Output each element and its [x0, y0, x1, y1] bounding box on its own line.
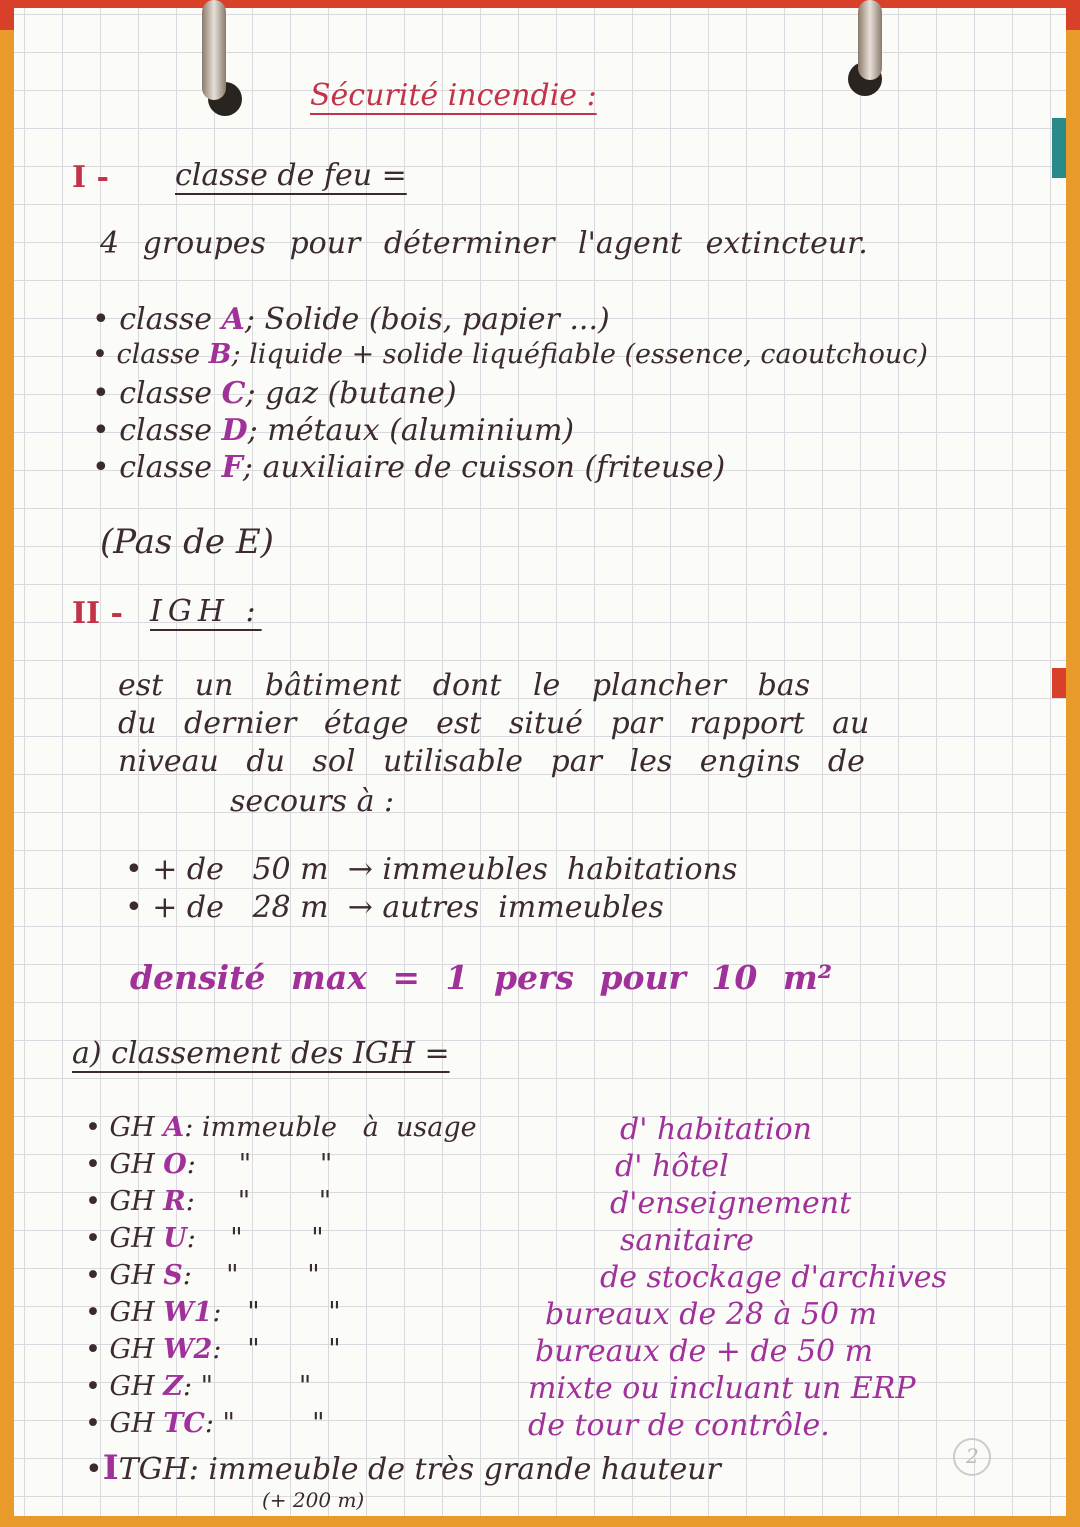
- itgh-desc: : immeuble de très grande hauteur: [188, 1452, 721, 1487]
- gh-letter: W2: [163, 1334, 213, 1365]
- classification-desc: de tour de contrôle.: [528, 1408, 830, 1443]
- section-heading: classe de feu =: [175, 158, 407, 193]
- classification-row: • GH S: " ": [85, 1260, 320, 1291]
- gh-code: GH: [109, 1408, 155, 1439]
- page-tab: [1052, 668, 1066, 698]
- classification-row: • GH R: " ": [85, 1186, 332, 1217]
- gh-letter: U: [163, 1223, 187, 1254]
- classification-row: • GH U: " ": [85, 1223, 324, 1254]
- classification-desc: d' habitation: [620, 1112, 812, 1147]
- gh-code: GH: [109, 1334, 155, 1365]
- classification-row: • GH Z: " ": [85, 1371, 312, 1402]
- gh-code: GH: [109, 1297, 155, 1328]
- note-text: (Pas de E): [100, 522, 274, 562]
- classement-heading: a) classement des IGH =: [72, 1036, 450, 1071]
- class-desc: ; Solide (bois, papier ...): [244, 302, 610, 337]
- page-tab: [1052, 118, 1066, 178]
- class-label: classe: [116, 339, 201, 370]
- gh-code: GH: [109, 1149, 155, 1180]
- list-item: • classe A; Solide (bois, papier ...): [92, 302, 610, 337]
- list-item: • classe F; auxiliaire de cuisson (friteuse): [92, 450, 726, 485]
- page-number-circle: [953, 1438, 991, 1476]
- gh-usage: : " ": [185, 1186, 332, 1217]
- definition-line: secours à :: [230, 784, 395, 819]
- itgh-row: •ITGH: immeuble de très grande hauteur: [85, 1448, 721, 1488]
- classification-desc: de stockage d'archives: [600, 1260, 947, 1295]
- class-label: classe: [119, 376, 213, 411]
- section-numeral: II -: [72, 596, 123, 631]
- classification-desc: d'enseignement: [610, 1186, 852, 1221]
- gh-letter: O: [163, 1149, 187, 1180]
- class-letter: A: [221, 302, 245, 337]
- gh-code: GH: [109, 1260, 155, 1291]
- list-item: • classe D; métaux (aluminium): [92, 413, 575, 448]
- definition-line: du dernier étage est situé par rapport au: [118, 706, 870, 741]
- class-desc: ; gaz (butane): [245, 376, 457, 411]
- classification-row: • GH W1: " ": [85, 1297, 341, 1328]
- classification-desc: d' hôtel: [615, 1149, 729, 1184]
- class-letter: B: [208, 339, 232, 370]
- classification-row: • GH A: immeuble à usage: [85, 1112, 477, 1143]
- gh-letter: W1: [163, 1297, 213, 1328]
- gh-usage: : " ": [204, 1408, 325, 1439]
- classification-desc: bureaux de + de 50 m: [535, 1334, 874, 1369]
- class-label: classe: [119, 450, 213, 485]
- classification-row: • GH O: " ": [85, 1149, 333, 1180]
- page-title: Sécurité incendie :: [310, 78, 597, 113]
- classification-desc: mixte ou incluant un ERP: [528, 1371, 916, 1406]
- section-numeral: I -: [72, 160, 109, 195]
- binder-ring: [858, 0, 882, 80]
- gh-letter: A: [163, 1112, 185, 1143]
- gh-code: GH: [109, 1371, 155, 1402]
- gh-usage: : " ": [212, 1334, 341, 1365]
- itgh-height: (+ 200 m): [262, 1488, 365, 1512]
- gh-code: GH: [109, 1223, 155, 1254]
- gh-letter: TC: [163, 1408, 205, 1439]
- class-label: classe: [119, 302, 213, 337]
- fire-class-list: [92, 302, 928, 487]
- class-desc: ; auxiliaire de cuisson (friteuse): [242, 450, 726, 485]
- list-item: • classe C; gaz (butane): [92, 376, 457, 411]
- definition-line: niveau du sol utilisable par les engins de: [118, 744, 865, 779]
- itgh-letter: I: [102, 1448, 119, 1488]
- page-number: 2: [966, 1444, 979, 1468]
- section-heading: IGH :: [150, 594, 262, 629]
- gh-usage: : " ": [186, 1223, 324, 1254]
- binder-ring: [202, 0, 226, 100]
- height-rule: • + de 50 m → immeubles habitations: [125, 852, 738, 887]
- gh-letter: R: [163, 1186, 186, 1217]
- list-item: • classe B; liquide + solide liquéfiable (essence, caoutchouc): [92, 339, 928, 370]
- gh-usage: : " ": [182, 1371, 312, 1402]
- class-letter: D: [221, 413, 248, 448]
- intro-text: 4 groupes pour déterminer l'agent extincteur.: [100, 226, 868, 261]
- gh-code: GH: [109, 1112, 155, 1143]
- classification-desc: bureaux de 28 à 50 m: [545, 1297, 878, 1332]
- class-desc: ; métaux (aluminium): [247, 413, 575, 448]
- gh-letter: Z: [163, 1371, 183, 1402]
- gh-letter: S: [163, 1260, 183, 1291]
- classification-desc: sanitaire: [620, 1223, 754, 1258]
- gh-usage: : " ": [186, 1149, 333, 1180]
- class-desc: ; liquide + solide liquéfiable (essence, caoutchouc): [231, 339, 928, 370]
- gh-code: GH: [109, 1186, 155, 1217]
- height-rule: • + de 28 m → autres immeubles: [125, 890, 664, 925]
- itgh-code: TGH: [118, 1452, 189, 1487]
- classification-row: • GH TC: " ": [85, 1408, 325, 1439]
- classification-row: • GH W2: " ": [85, 1334, 341, 1365]
- class-label: classe: [119, 413, 213, 448]
- class-letter: F: [221, 450, 243, 485]
- class-letter: C: [221, 376, 246, 411]
- density-note: densité max = 1 pers pour 10 m²: [130, 958, 833, 997]
- definition-line: est un bâtiment dont le plancher bas: [118, 668, 811, 703]
- gh-usage: : " ": [182, 1260, 320, 1291]
- gh-usage: : " ": [212, 1297, 341, 1328]
- gh-usage: : immeuble à usage: [184, 1112, 477, 1143]
